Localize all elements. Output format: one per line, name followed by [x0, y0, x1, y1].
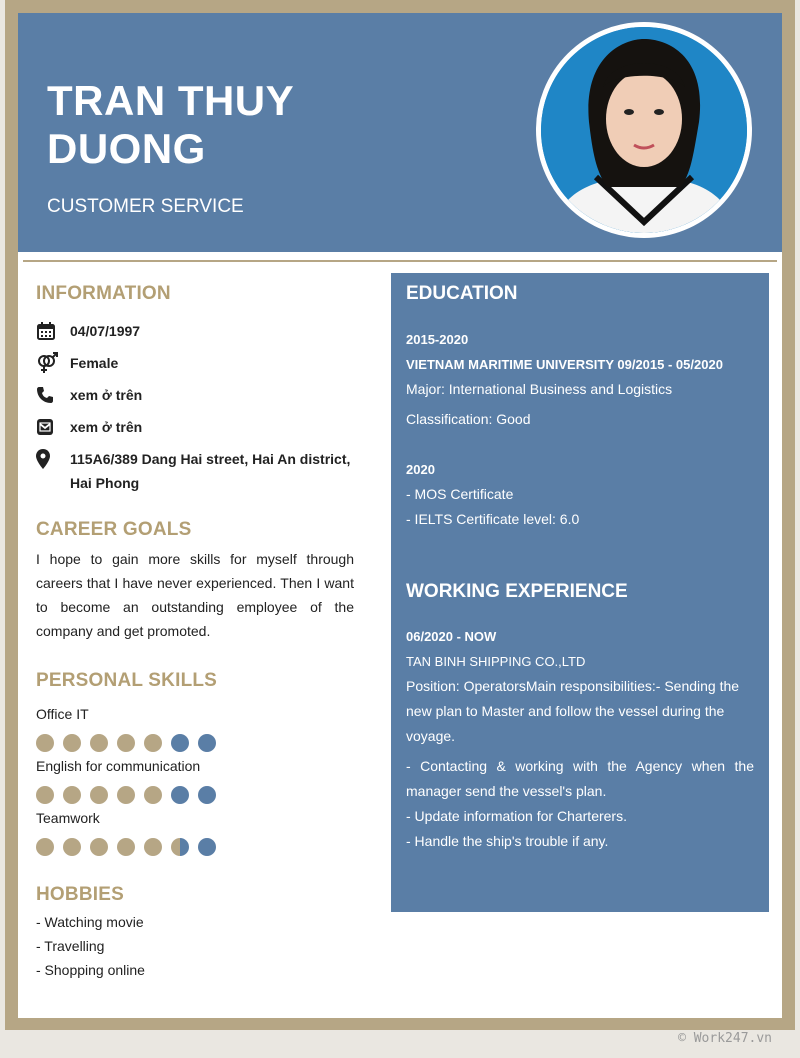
- responsibility-item: - Update information for Charterers.: [406, 808, 627, 824]
- section-title-working-experience: WORKING EXPERIENCE: [406, 581, 628, 602]
- rating-dot: [117, 786, 135, 804]
- education-entry: [406, 327, 754, 432]
- candidate-name: TRAN THUY DUONG: [47, 77, 294, 172]
- rating-dot: [63, 734, 81, 752]
- address-value: 115A6/389 Dang Hai street, Hai An district, Hai Phong: [70, 451, 351, 491]
- birthday-value: 04/07/1997: [70, 323, 141, 339]
- phone-value: xem ở trên: [70, 387, 143, 403]
- hobby-item: - Shopping online: [36, 962, 145, 978]
- experience-position: Position: OperatorsMain responsibilities:- Sending the new plan to Master and follow the vessel during the voyage.: [406, 678, 740, 744]
- section-title-career-goals: CAREER GOALS: [36, 519, 192, 540]
- section-title-personal-skills: PERSONAL SKILLS: [36, 670, 218, 691]
- career-goals-text: I hope to gain more skills for myself through careers that I have never experienced. Then I want to become an outstanding employee of the company and get promoted.: [36, 551, 354, 639]
- rating-dot: [144, 838, 162, 856]
- skill-rating: [36, 734, 354, 752]
- footer-watermark: © Work247.vn: [678, 1031, 772, 1046]
- section-title-hobbies: HOBBIES: [36, 884, 124, 905]
- rating-dot: [171, 734, 189, 752]
- experience-entry: [406, 624, 754, 854]
- rating-dot: [198, 786, 216, 804]
- right-column: [391, 273, 769, 912]
- left-column: [36, 283, 354, 982]
- rating-dot: [90, 734, 108, 752]
- header-divider: [23, 260, 777, 262]
- skill-item: [36, 704, 354, 752]
- skill-name: Teamwork: [36, 810, 100, 826]
- skill-rating: [36, 838, 354, 856]
- cv-frame: [5, 0, 795, 1030]
- section-title-education: EDUCATION: [406, 283, 518, 304]
- rating-dot: [63, 786, 81, 804]
- education-period: 2015-2020: [406, 332, 469, 347]
- gender-value: Female: [70, 355, 119, 371]
- info-gender: [36, 351, 354, 375]
- rating-dot: [36, 838, 54, 856]
- calendar-icon: [36, 319, 70, 343]
- email-value: xem ở trên: [70, 419, 143, 435]
- rating-dot: [36, 786, 54, 804]
- education-classification: Classification: Good: [406, 411, 531, 427]
- education-period: 2020: [406, 462, 435, 477]
- skill-name: Office IT: [36, 706, 89, 722]
- rating-dot: [198, 838, 216, 856]
- info-address: [36, 447, 354, 495]
- experience-company: TAN BINH SHIPPING CO.,LTD: [406, 654, 586, 669]
- rating-dot: [117, 838, 135, 856]
- rating-dot: [171, 786, 189, 804]
- gender-icon: [36, 351, 70, 375]
- cv-header: [18, 13, 782, 252]
- skill-rating: [36, 786, 354, 804]
- rating-dot: [198, 734, 216, 752]
- certificate-item: - IELTS Certificate level: 6.0: [406, 511, 580, 527]
- rating-dot: [90, 838, 108, 856]
- rating-dot: [63, 838, 81, 856]
- certificate-item: - MOS Certificate: [406, 486, 514, 502]
- profile-photo: [536, 22, 752, 238]
- hobbies-list: [36, 910, 354, 982]
- education-major: Major: International Business and Logistics: [406, 381, 673, 397]
- section-title-information: INFORMATION: [36, 283, 171, 304]
- cv-page: [18, 13, 782, 1018]
- info-email: [36, 415, 354, 439]
- profile-photo-image: [541, 27, 747, 233]
- experience-period: 06/2020 - NOW: [406, 629, 497, 644]
- rating-dot: [144, 734, 162, 752]
- rating-dot: [117, 734, 135, 752]
- rating-dot: [90, 786, 108, 804]
- info-birthday: [36, 319, 354, 343]
- rating-dot: [171, 838, 189, 856]
- candidate-role: CUSTOMER SERVICE: [47, 196, 244, 217]
- education-school: VIETNAM MARITIME UNIVERSITY 09/2015 - 05/2020: [406, 357, 723, 372]
- responsibility-item: - Contacting & working with the Agency when the manager send the vessel's plan.: [406, 758, 754, 799]
- rating-dot: [36, 734, 54, 752]
- education-entry: [406, 457, 754, 532]
- map-marker-icon: [36, 447, 70, 471]
- rating-dot: [144, 786, 162, 804]
- envelope-icon: [36, 415, 70, 439]
- skill-item: [36, 808, 354, 856]
- info-phone: [36, 383, 354, 407]
- skill-item: [36, 756, 354, 804]
- responsibility-item: - Handle the ship's trouble if any.: [406, 833, 609, 849]
- hobby-item: - Watching movie: [36, 914, 144, 930]
- skill-name: English for communication: [36, 758, 201, 774]
- hobby-item: - Travelling: [36, 938, 105, 954]
- phone-icon: [36, 383, 70, 407]
